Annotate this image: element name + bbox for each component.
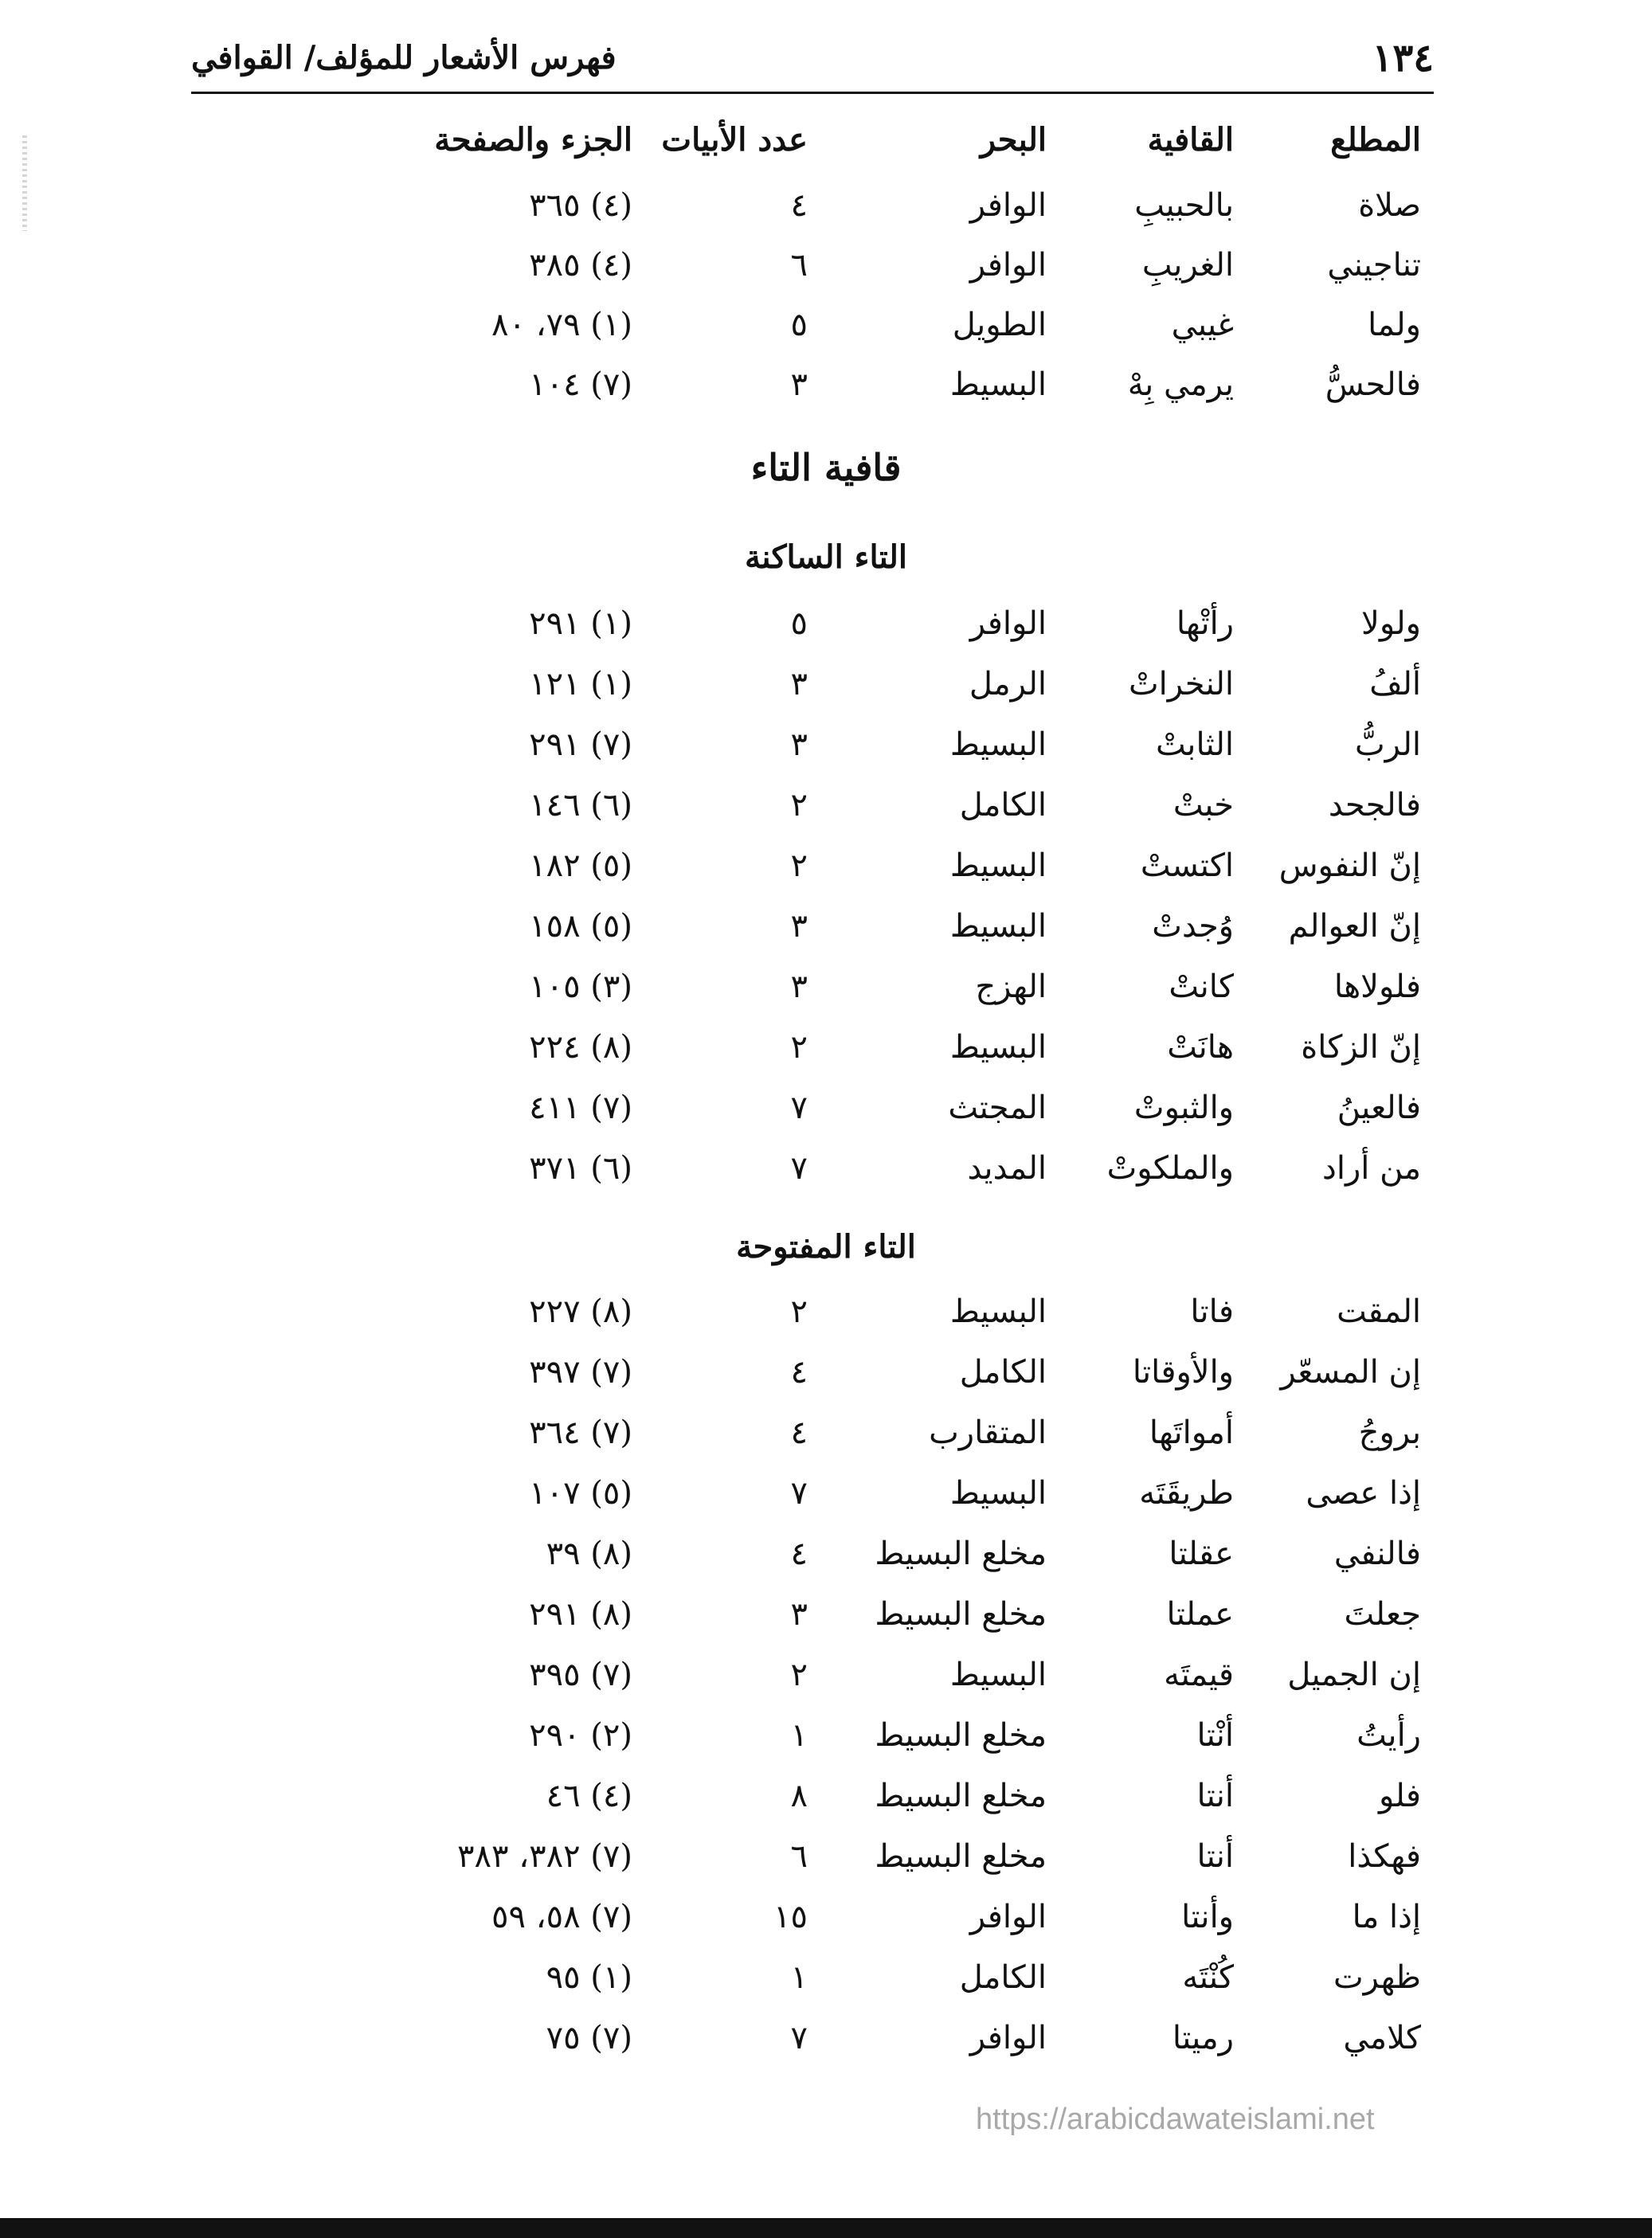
bahr-cell: الكامل [959,1354,1047,1391]
qafiya-cell: بالحبيبِ [1134,187,1234,224]
ref-cell: (٢) ٢٩٠ [529,1717,632,1754]
count-cell: ٧ [790,1150,808,1187]
qafiya-cell: عقلتا [1169,1536,1234,1572]
ref-cell: (١) ٧٩، ٨٠ [491,307,632,343]
table-row [0,1150,1652,1207]
bahr-cell: البسيط [949,908,1047,945]
qafiya-cell: رميتا [1172,2020,1234,2056]
matla-cell: صلاة [1358,187,1421,224]
count-cell: ١ [790,1959,808,1996]
qafiya-cell: فاتا [1190,1293,1234,1330]
table-row [0,1959,1652,2017]
matla-cell: رأيتُ [1356,1717,1421,1754]
table-row [0,1029,1652,1086]
bahr-cell: الوافر [969,247,1047,284]
bahr-cell: مخلع البسيط [875,1778,1047,1814]
ref-cell: (٧) ١٠٤ [529,366,632,403]
column-header-matla: المطلع [1330,121,1421,158]
table-row [0,1778,1652,1835]
bahr-cell: الكامل [959,1959,1047,1996]
table-row [0,666,1652,723]
count-cell: ٢ [790,1293,808,1330]
qafiya-cell: عملتا [1166,1596,1234,1633]
matla-cell: ولما [1368,307,1421,343]
matla-cell: إنّ الزكاة [1301,1029,1421,1066]
matla-cell: فالنفي [1333,1536,1421,1572]
qafiya-cell: رأتْها [1176,605,1234,642]
ref-cell: (٨) ٢٩١ [529,1596,632,1633]
ref-cell: (٦) ١٤٦ [529,787,632,824]
qafiya-cell: وأنتا [1181,1899,1234,1935]
qafiya-cell: والملكوتْ [1106,1150,1234,1187]
count-cell: ١ [790,1717,808,1754]
table-row [0,307,1652,364]
qafiya-cell: طريقَتَه [1139,1475,1234,1512]
qafiya-cell: أمواتَها [1149,1414,1234,1451]
matla-cell: تناجيني [1327,247,1421,284]
bahr-cell: البسيط [949,1029,1047,1066]
table-row [0,366,1652,424]
count-cell: ٤ [790,1536,808,1572]
ref-cell: (٧) ٣٦٤ [529,1414,632,1451]
qafiya-cell: اكتستْ [1140,847,1234,884]
bahr-cell: المجتث [948,1090,1047,1126]
count-cell: ٢ [790,847,808,884]
column-header-ref: الجزء والصفحة [434,121,632,158]
qafiya-cell: الغريبِ [1141,247,1234,284]
table-header [0,121,1652,178]
count-cell: ٤ [790,1354,808,1391]
column-header-bahr: البحر [980,121,1047,158]
bahr-cell: البسيط [949,1475,1047,1512]
qafiya-cell: أنتا [1196,1778,1234,1814]
count-cell: ٣ [790,1596,808,1633]
matla-cell: ظهرت [1333,1959,1421,1996]
count-cell: ٥ [790,605,808,642]
ref-cell: (٨) ٢٢٤ [529,1029,632,1066]
count-cell: ٢ [790,787,808,824]
bahr-cell: المديد [967,1150,1047,1187]
bahr-cell: الوافر [969,2020,1047,2056]
bahr-cell: البسيط [949,847,1047,884]
count-cell: ٣ [790,908,808,945]
matla-cell: ولولا [1361,605,1421,642]
count-cell: ٧ [790,1090,808,1126]
ref-cell: (٤) ٣٦٥ [529,187,632,224]
ref-cell: (١) ٩٥ [546,1959,632,1996]
count-cell: ٣ [790,726,808,763]
qafiya-cell: والأوقاتا [1132,1354,1234,1391]
table-row [0,2020,1652,2077]
page-number: ١٣٤ [1372,36,1434,80]
qafiya-cell: أنتا [1196,1838,1234,1875]
ref-cell: (٧) ٧٥ [546,2020,632,2056]
count-cell: ٦ [790,247,808,284]
ref-cell: (٥) ١٥٨ [529,908,632,945]
table-row [0,1596,1652,1653]
table-row [0,1899,1652,1956]
table-row [0,1536,1652,1593]
ref-cell: (٣) ١٠٥ [529,968,632,1005]
bahr-cell: البسيط [949,1293,1047,1330]
table-row [0,847,1652,905]
matla-cell: إنّ العوالم [1288,908,1421,945]
bahr-cell: مخلع البسيط [875,1717,1047,1754]
table-row [0,605,1652,663]
table-row [0,1354,1652,1411]
count-cell: ٧ [790,2020,808,2056]
matla-cell: فالجحد [1328,787,1421,824]
count-cell: ٧ [790,1475,808,1512]
count-cell: ٦ [790,1838,808,1875]
matla-cell: فلولاها [1333,968,1421,1005]
ref-cell: (١) ١٢١ [529,666,632,702]
bahr-cell: البسيط [949,366,1047,403]
table-row [0,187,1652,245]
qafiya-cell: هانَتْ [1167,1029,1234,1066]
table-row [0,787,1652,844]
ref-cell: (٧) ٣٩٥ [529,1657,632,1693]
ref-cell: (٨) ٢٢٧ [529,1293,632,1330]
bahr-cell: الطويل [952,307,1047,343]
qafiya-cell: غيبي [1171,307,1234,343]
bahr-cell: المتقارب [929,1414,1047,1451]
table-row [0,908,1652,965]
matla-cell: ألفُ [1369,666,1421,702]
table-row [0,247,1652,304]
matla-cell: إن المسعّر [1280,1354,1421,1391]
page-header [191,36,1434,94]
table-row [0,1657,1652,1714]
qafiya-cell: خبتْ [1172,787,1234,824]
table-row [0,1090,1652,1147]
matla-cell: فهكذا [1348,1838,1421,1875]
matla-cell: الربُّ [1354,726,1421,763]
qafiya-cell: أنْتا [1196,1717,1234,1754]
qafiya-cell: النخراتْ [1128,666,1234,702]
qafiya-cell: والثبوتْ [1133,1090,1234,1126]
qafiya-cell: كُنْتَه [1182,1959,1234,1996]
column-header-count: عدد الأبيات [661,121,808,158]
matla-cell: فلو [1378,1778,1421,1814]
ref-cell: (٨) ٣٩ [546,1536,632,1572]
bahr-cell: الوافر [969,605,1047,642]
matla-cell: كلامي [1343,2020,1421,2056]
table-row [0,1475,1652,1532]
bahr-cell: البسيط [949,726,1047,763]
table-row [0,1293,1652,1351]
qafiya-cell: كانتْ [1169,968,1234,1005]
count-cell: ٢ [790,1657,808,1693]
subsection-title-maftuha: التاء المفتوحة [736,1228,916,1266]
bahr-cell: مخلع البسيط [875,1596,1047,1633]
matla-cell: إنّ النفوس [1278,847,1421,884]
count-cell: ٥ [790,307,808,343]
ref-cell: (٦) ٣٧١ [529,1150,632,1187]
bahr-cell: الهزج [975,968,1047,1005]
section-title-taa: قافية التاء [750,446,902,489]
ref-cell: (٤) ٣٨٥ [529,247,632,284]
table-row [0,726,1652,784]
bahr-cell: البسيط [949,1657,1047,1693]
running-title: فهرس الأشعار للمؤلف/ القوافي [191,39,617,76]
qafiya-cell: وُجدتْ [1152,908,1234,945]
count-cell: ١٥ [773,1899,808,1935]
matla-cell: المقت [1337,1293,1421,1330]
count-cell: ٣ [790,366,808,403]
bahr-cell: الوافر [969,1899,1047,1935]
ref-cell: (٥) ١٨٢ [529,847,632,884]
bahr-cell: مخلع البسيط [875,1838,1047,1875]
count-cell: ٤ [790,1414,808,1451]
matla-cell: إذا ما [1352,1899,1421,1935]
bahr-cell: الوافر [969,187,1047,224]
count-cell: ٣ [790,968,808,1005]
matla-cell: جعلتَ [1344,1596,1421,1633]
ref-cell: (٧) ٣٨٢، ٣٨٣ [457,1838,632,1875]
bahr-cell: مخلع البسيط [875,1536,1047,1572]
column-header-qafiya: القافية [1147,121,1234,158]
scan-bottom-edge [0,2218,1652,2238]
table-row [0,1717,1652,1774]
matla-cell: فالعينُ [1337,1090,1421,1126]
watermark-url: https://arabicdawateislami.net [976,2103,1375,2136]
table-row [0,968,1652,1026]
ref-cell: (٧) ٣٩٧ [529,1354,632,1391]
matla-cell: إذا عصى [1306,1475,1421,1512]
bahr-cell: الرمل [969,666,1047,702]
qafiya-cell: يرمي بِهْ [1127,366,1234,403]
table-row [0,1838,1652,1896]
ref-cell: (٧) ٤١١ [529,1090,632,1126]
matla-cell: فالحسُّ [1325,366,1421,403]
matla-cell: إن الجميل [1287,1657,1421,1693]
ref-cell: (٤) ٤٦ [546,1778,632,1814]
bahr-cell: الكامل [959,787,1047,824]
ref-cell: (٥) ١٠٧ [529,1475,632,1512]
count-cell: ٨ [790,1778,808,1814]
ref-cell: (٧) ٥٨، ٥٩ [491,1899,632,1935]
table-row [0,1414,1652,1472]
qafiya-cell: قيمتَه [1164,1657,1234,1693]
count-cell: ٤ [790,187,808,224]
count-cell: ٣ [790,666,808,702]
ref-cell: (١) ٢٩١ [529,605,632,642]
subsection-title-sakina: التاء الساكنة [744,538,908,576]
matla-cell: بروجُ [1358,1414,1421,1451]
qafiya-cell: الثابتْ [1156,726,1234,763]
count-cell: ٢ [790,1029,808,1066]
ref-cell: (٧) ٢٩١ [529,726,632,763]
matla-cell: من أراد [1322,1150,1421,1187]
